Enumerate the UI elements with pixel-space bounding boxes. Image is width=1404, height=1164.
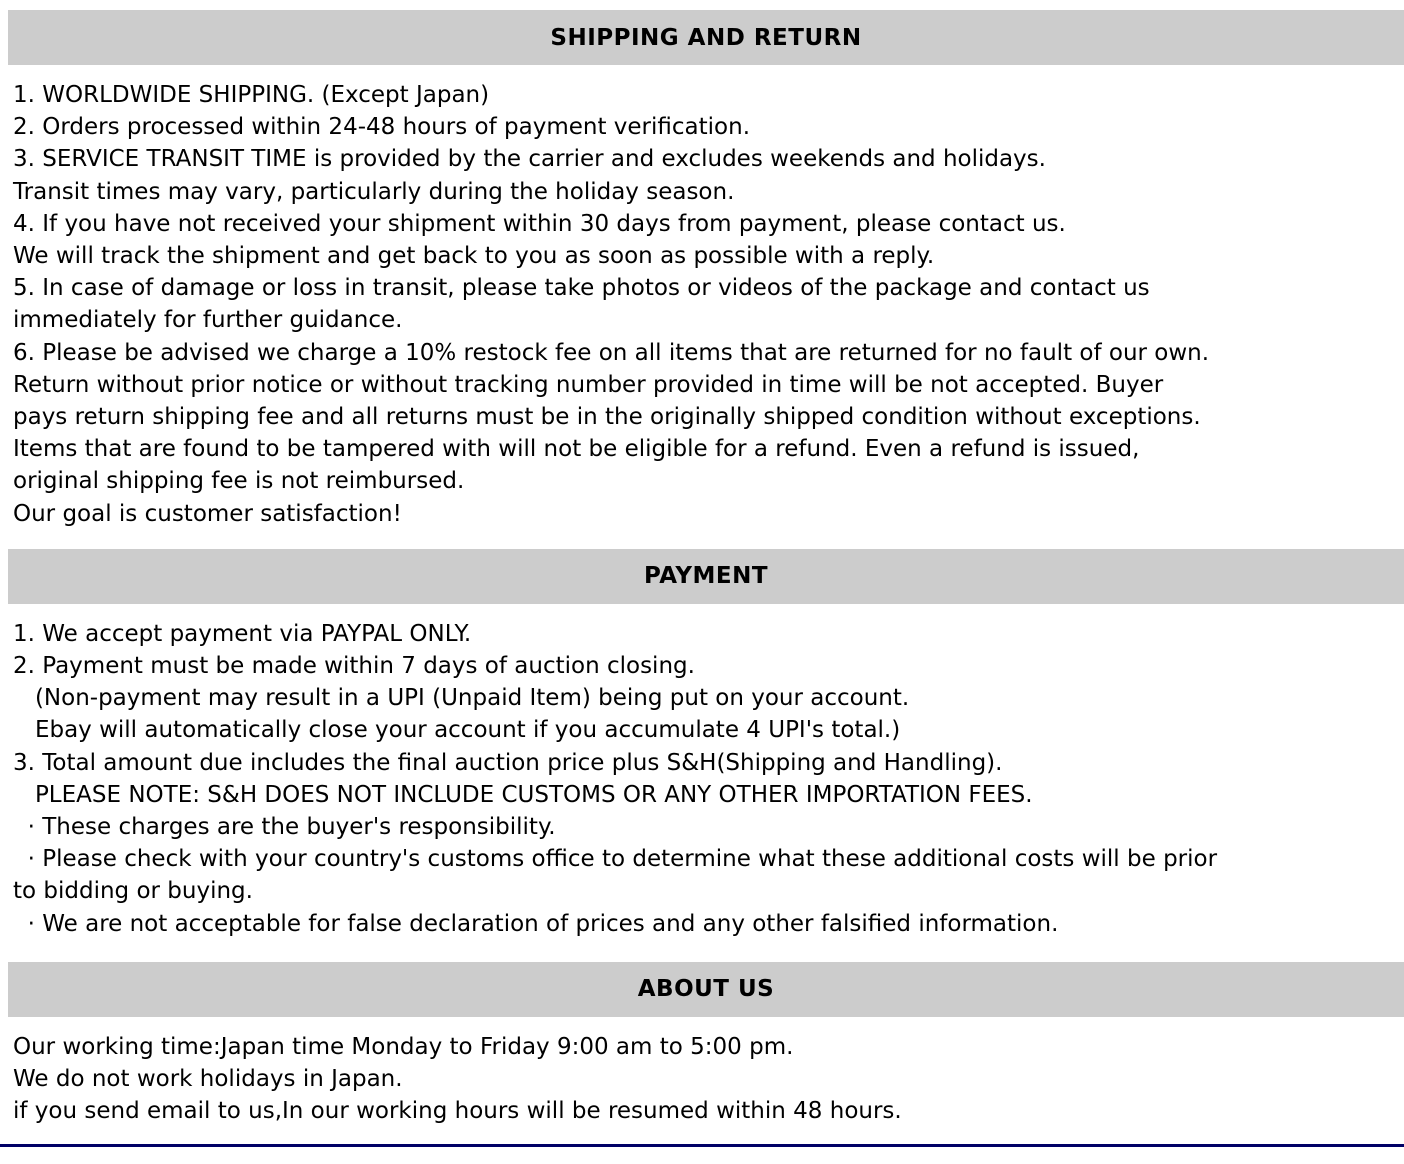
payment-line: Ebay will automatically close your account if you accumulate 4 UPI's total.) [13,717,901,744]
shipping-line: 1. WORLDWIDE SHIPPING. (Except Japan) [13,82,490,108]
shipping-line: 6. Please be advised we charge a 10% restock fee on all items that are returned for no fault of our own. [13,339,1210,366]
shipping-line: We will track the shipment and get back to you as soon as possible with a reply. [13,243,935,270]
shipping-line: original shipping fee is not reimbursed. [13,468,465,495]
shipping-line: 4. If you have not received your shipment within 30 days from payment, please contact us. [13,210,1066,237]
shipping-line: 2. Orders processed within 24-48 hours of payment verification. [13,114,750,141]
shipping-line: Items that are found to be tampered with will not be eligible for a refund. Even a refund is issued, [13,436,1140,463]
about-us-line: Our working time:Japan time Monday to Friday 9:00 am to 5:00 pm. [13,1033,794,1060]
about-us-section-body [0,1017,1404,1128]
section-payment [0,549,1404,962]
shipping-section-body [0,65,1404,549]
section-shipping-and-return [0,10,1404,549]
shipping-line: immediately for further guidance. [13,307,403,334]
shipping-line: 3. SERVICE TRANSIT TIME is provided by the carrier and excludes weekends and holidays. [13,146,1046,173]
payment-line: 2. Payment must be made within 7 days of auction closing. [13,653,695,680]
payment-line: to bidding or buying. [13,878,253,905]
payment-section-body [0,604,1404,962]
payment-line: PLEASE NOTE: S&H DOES NOT INCLUDE CUSTOMS OR ANY OTHER IMPORTATION FEES. [13,781,1033,808]
payment-line: · We are not acceptable for false declaration of prices and any other falsified information. [13,910,1059,937]
payment-section-header: PAYMENT [8,549,1404,604]
shipping-section-header: SHIPPING AND RETURN [8,10,1404,65]
payment-line: 1. We accept payment via PAYPAL ONLY. [13,620,472,647]
shipping-line: Return without prior notice or without tracking number provided in time will be not accepted. Buyer [13,371,1164,398]
payment-line: (Non-payment may result in a UPI (Unpaid Item) being put on your account. [13,685,910,712]
about-us-section-header: ABOUT US [8,962,1404,1017]
about-us-line: We do not work holidays in Japan. [13,1066,403,1093]
bottom-divider [0,1144,1404,1147]
shipping-line: 5. In case of damage or loss in transit, please take photos or videos of the package and contact us [13,275,1150,302]
section-about-us [0,962,1404,1128]
shipping-line: Transit times may vary, particularly during the holiday season. [13,178,735,205]
shipping-line: pays return shipping fee and all returns must be in the originally shipped condition without exceptions. [13,404,1201,431]
payment-line: · Please check with your country's customs office to determine what these additional costs will be prior [13,846,1218,873]
shipping-line: Our goal is customer satisfaction! [13,500,402,527]
listing-policy-page [0,10,1404,1147]
payment-line: · These charges are the buyer's responsibility. [13,814,556,841]
payment-line: 3. Total amount due includes the final auction price plus S&H(Shipping and Handling). [13,749,1003,776]
about-us-line: if you send email to us,In our working hours will be resumed within 48 hours. [13,1098,902,1125]
